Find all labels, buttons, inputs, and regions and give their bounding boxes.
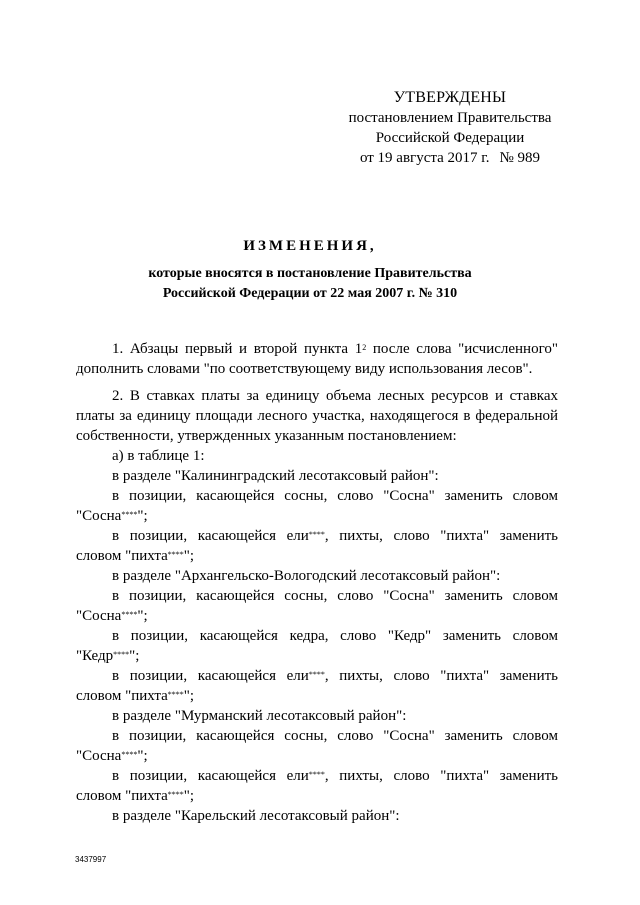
closing-quote: ";	[183, 788, 195, 804]
document-subtitle	[60, 264, 560, 304]
pine-text: в позиции, касающейся сосны, слово "Сосна" заменить словом "Сосна	[76, 488, 558, 524]
paragraph-1-text-b: после слова "исчисленного" дополнить словами "по соответствующему виду использования лесов".	[76, 341, 558, 377]
document-body	[76, 339, 558, 826]
footnote-mark: 2	[362, 343, 367, 352]
pine-text: в позиции, касающейся сосны, слово "Сосна" заменить словом "Сосна	[76, 588, 558, 624]
cedar-text: в позиции, касающейся кедра, слово "Кедр" заменить словом "Кедр	[76, 628, 558, 664]
murmansk-fir	[76, 766, 558, 806]
approval-number: № 989	[499, 150, 541, 166]
paragraph-2: 2. В ставках платы за единицу объема лесных ресурсов и ставках платы за единицу площади лесного участка, находящегося в федеральной собственности, утвержденных указанным постановлением:	[76, 388, 558, 444]
footnote-stars: ****	[167, 550, 184, 559]
footnote-stars: ****	[113, 650, 130, 659]
subtitle-line-2: Российской Федерации от 22 мая 2007 г. № 310	[162, 286, 458, 301]
fir-text-b: , пихты, слово "пихта" заменить словом "пихта	[76, 528, 558, 564]
arkhangelsk-cedar	[76, 626, 558, 666]
paragraph-1	[76, 339, 558, 379]
document-code: 3437997	[75, 855, 107, 864]
fir-text-a: в позиции, касающейся ели	[112, 668, 309, 684]
approval-line-2: Российской Федерации	[375, 130, 525, 146]
fir-text-a: в позиции, касающейся ели	[112, 768, 309, 784]
fir-text-a: в позиции, касающейся ели	[112, 528, 309, 544]
paragraph-1-text-a: 1. Абзацы первый и второй пункта 1	[112, 341, 363, 357]
kaliningrad-pine	[76, 486, 558, 526]
fir-text-b: , пихты, слово "пихта" заменить словом "пихта	[76, 668, 558, 704]
arkhangelsk-pine	[76, 586, 558, 626]
subtitle-line-1: которые вносятся в постановление Правительства	[148, 266, 472, 281]
closing-quote: ";	[183, 548, 195, 564]
section-kaliningrad: в разделе "Калининградский лесотаксовый район":	[112, 468, 439, 484]
footnote-stars: ****	[308, 670, 325, 679]
kaliningrad-fir	[76, 526, 558, 566]
closing-quote: ";	[137, 608, 148, 624]
approval-block	[330, 88, 570, 168]
fir-text-b: , пихты, слово "пихта" заменить словом "пихта	[76, 768, 558, 804]
footnote-stars: ****	[121, 750, 138, 759]
footnote-stars: ****	[121, 610, 138, 619]
approval-heading: УТВЕРЖДЕНЫ	[393, 89, 507, 106]
closing-quote: ";	[183, 688, 195, 704]
pine-text: в позиции, касающейся сосны, слово "Сосна" заменить словом "Сосна	[76, 728, 558, 764]
footnote-stars: ****	[308, 530, 325, 539]
arkhangelsk-fir	[76, 666, 558, 706]
closing-quote: ";	[129, 648, 140, 664]
paragraph-3: а) в таблице 1:	[112, 448, 205, 464]
footnote-stars: ****	[167, 690, 184, 699]
footnote-stars: ****	[167, 790, 184, 799]
approval-date: от 19 августа 2017 г.	[359, 150, 490, 166]
approval-date-line	[330, 148, 570, 168]
closing-quote: ";	[137, 748, 148, 764]
document-title: ИЗМЕНЕНИЯ,	[243, 238, 377, 254]
closing-quote: ";	[137, 508, 148, 524]
footnote-stars: ****	[121, 510, 138, 519]
footnote-stars: ****	[308, 770, 325, 779]
section-karelia: в разделе "Карельский лесотаксовый район":	[112, 808, 400, 824]
section-arkhangelsk: в разделе "Архангельско-Вологодский лесотаксовый район":	[112, 568, 501, 584]
approval-line-1: постановлением Правительства	[348, 110, 552, 126]
section-murmansk: в разделе "Мурманский лесотаксовый район":	[112, 708, 407, 724]
murmansk-pine	[76, 726, 558, 766]
